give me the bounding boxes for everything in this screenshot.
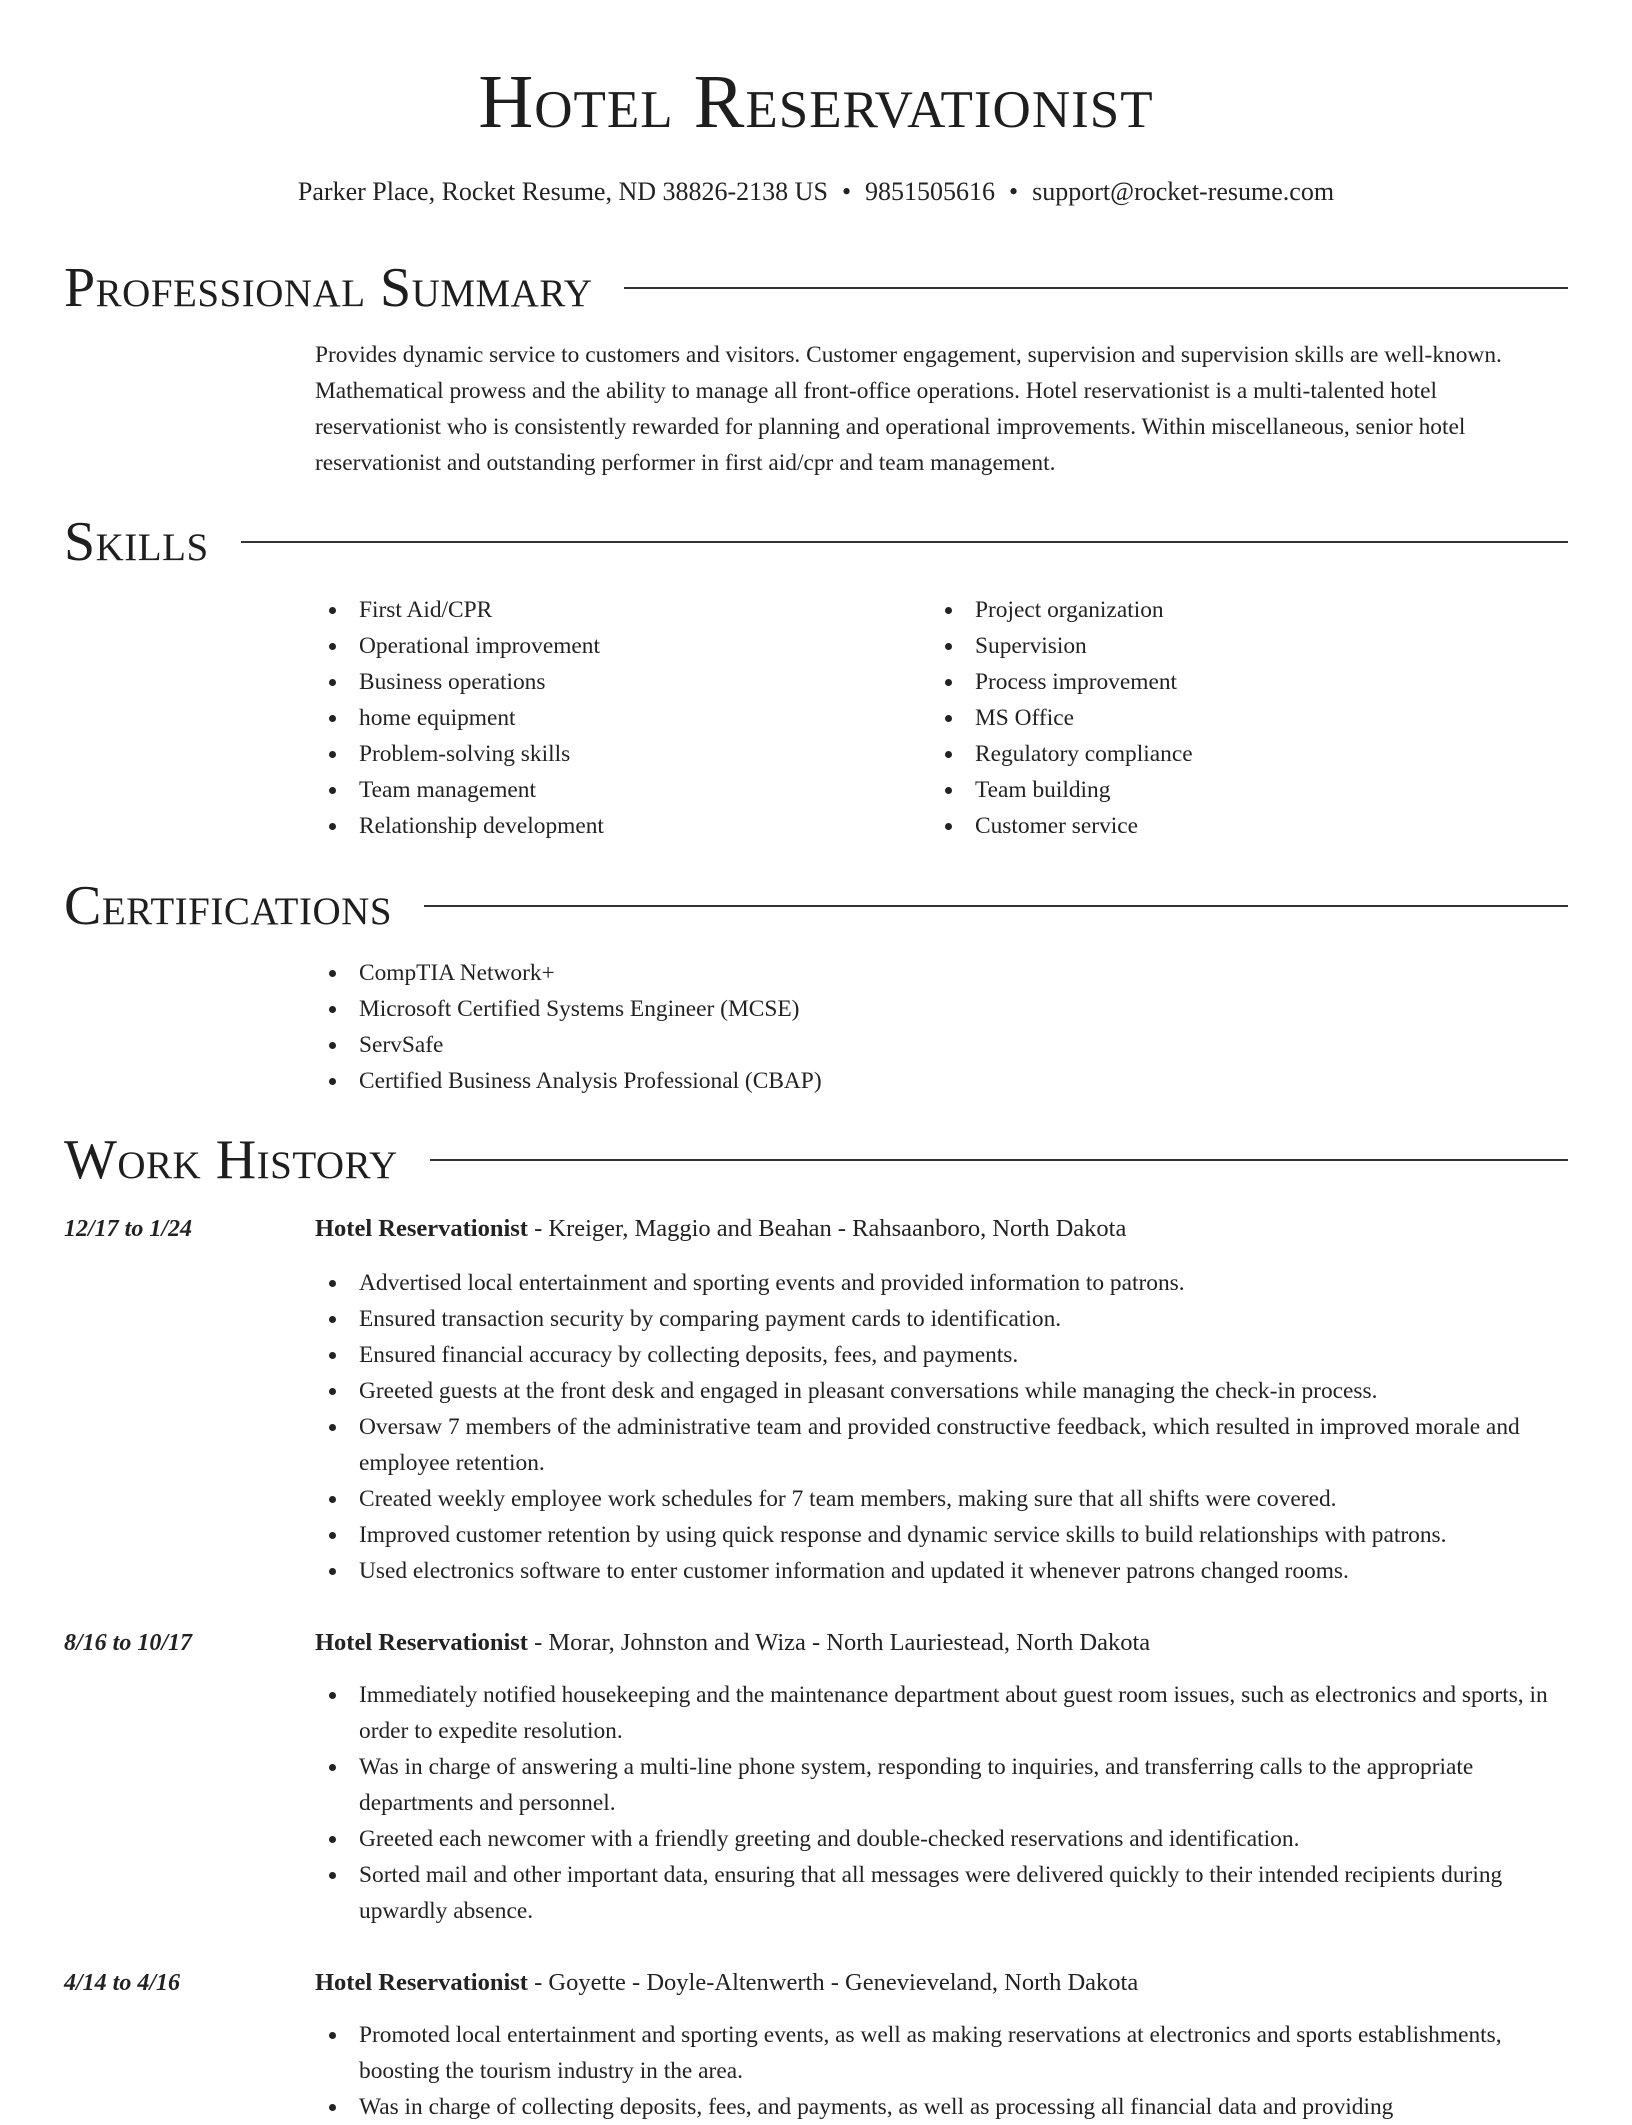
skill-item: First Aid/CPR xyxy=(315,592,915,628)
job-duty: Greeted each newcomer with a friendly greeting and double-checked reservations and identification. xyxy=(315,1821,1568,1857)
job-duty: Improved customer retention by using quick response and dynamic service skills to build relationships with patrons. xyxy=(315,1517,1568,1553)
certification-item: Microsoft Certified Systems Engineer (MCSE) xyxy=(315,991,1315,1027)
job-dates: 8/16 to 10/17 xyxy=(64,1630,193,1656)
job-title-line xyxy=(315,1965,1568,2001)
job-employer-location: - Kreiger, Maggio and Beahan - Rahsaanboro, North Dakota xyxy=(527,1215,1127,1242)
job-duty: Was in charge of answering a multi-line phone system, responding to inquiries, and transferring calls to the appropriate departments and personnel. xyxy=(315,1749,1568,1821)
skill-item: MS Office xyxy=(931,700,1531,736)
certification-item: Certified Business Analysis Professional (CBAP) xyxy=(315,1063,1315,1099)
job-employer-location: - Morar, Johnston and Wiza - North Lauriestead, North Dakota xyxy=(527,1629,1151,1656)
job-duties-list xyxy=(315,1265,1568,1589)
job-dates: 12/17 to 1/24 xyxy=(64,1216,193,1242)
certifications-section-header xyxy=(64,876,1568,936)
skills-heading: Skills xyxy=(64,511,209,573)
contact-address: Parker Place, Rocket Resume, ND 38826-2138 US xyxy=(297,177,828,206)
certification-item: CompTIA Network+ xyxy=(315,955,1315,991)
skill-item: Supervision xyxy=(931,628,1531,664)
work-history-heading: Work History xyxy=(64,1129,398,1191)
job-duty: Sorted mail and other important data, ensuring that all messages were delivered quickly to their intended recipients during upwardly absence. xyxy=(315,1857,1568,1929)
job-duty: Created weekly employee work schedules for 7 team members, making sure that all shifts were covered. xyxy=(315,1481,1568,1517)
section-divider xyxy=(241,541,1568,543)
job-duty: Immediately notified housekeeping and the maintenance department about guest room issues, such as electronics and sports, in order to expedite resolution. xyxy=(315,1677,1568,1749)
skills-section-header xyxy=(64,512,1568,572)
section-divider xyxy=(430,1159,1568,1161)
skills-list-right xyxy=(931,592,1531,844)
contact-line xyxy=(0,174,1632,210)
summary-section-header xyxy=(64,258,1568,318)
skill-item: home equipment xyxy=(315,700,915,736)
job-duty: Ensured transaction security by comparing payment cards to identification. xyxy=(315,1301,1568,1337)
work-history-section-header xyxy=(64,1130,1568,1190)
job-duty: Oversaw 7 members of the administrative team and provided constructive feedback, which resulted in improved morale and employee retention. xyxy=(315,1409,1568,1481)
summary-heading: Professional Summary xyxy=(64,257,593,319)
job-duty: Ensured financial accuracy by collecting deposits, fees, and payments. xyxy=(315,1337,1568,1373)
job-title-line xyxy=(315,1211,1568,1247)
certification-item: ServSafe xyxy=(315,1027,1315,1063)
summary-text: Provides dynamic service to customers and visitors. Customer engagement, supervision and supervision skills are well-known. Mathematical prowess and the ability to manage all front-office operations. Hotel reservationist is a multi-talented hotel reservationist who is consistently rewarded for planning and operational improvements. Within miscellaneous, senior hotel reservationist and outstanding performer in first aid/cpr and team management. xyxy=(315,342,1502,476)
job-title: Hotel Reservationist xyxy=(315,1215,528,1242)
job-duty: Used electronics software to enter customer information and updated it whenever patrons changed rooms. xyxy=(315,1553,1568,1589)
skill-item: Regulatory compliance xyxy=(931,736,1531,772)
skill-item: Relationship development xyxy=(315,808,915,844)
contact-email[interactable]: support@rocket-resume.com xyxy=(1032,177,1335,206)
job-title: Hotel Reservationist xyxy=(315,1969,528,1996)
job-title: Hotel Reservationist xyxy=(315,1629,528,1656)
job-dates: 4/14 to 4/16 xyxy=(64,1970,181,1996)
skill-item: Process improvement xyxy=(931,664,1531,700)
skill-item: Business operations xyxy=(315,664,915,700)
resume-title: Hotel Reservationist xyxy=(478,60,1154,144)
certifications-list xyxy=(315,955,1315,1099)
contact-separator: • xyxy=(841,177,852,206)
job-duty: Was in charge of collecting deposits, fees, and payments, as well as processing all financial data and providing xyxy=(315,2089,1568,2125)
section-divider xyxy=(624,287,1568,289)
section-divider xyxy=(424,905,1568,907)
job-duties-list xyxy=(315,1677,1568,1929)
job-duty: Greeted guests at the front desk and engaged in pleasant conversations while managing the check-in process. xyxy=(315,1373,1568,1409)
skill-item: Problem-solving skills xyxy=(315,736,915,772)
skill-item: Team building xyxy=(931,772,1531,808)
job-title-line xyxy=(315,1625,1568,1661)
skill-item: Customer service xyxy=(931,808,1531,844)
skill-item: Operational improvement xyxy=(315,628,915,664)
job-employer-location: - Goyette - Doyle-Altenwerth - Genevieveland, North Dakota xyxy=(527,1969,1139,1996)
job-duty: Advertised local entertainment and sporting events and provided information to patrons. xyxy=(315,1265,1568,1301)
skill-item: Team management xyxy=(315,772,915,808)
job-duties-list xyxy=(315,2017,1568,2125)
contact-phone: 9851505616 xyxy=(865,177,996,206)
skill-item: Project organization xyxy=(931,592,1531,628)
skills-list-left xyxy=(315,592,915,844)
certifications-heading: Certifications xyxy=(64,875,393,937)
job-duty: Promoted local entertainment and sporting events, as well as making reservations at electronics and sports establishments, boosting the tourism industry in the area. xyxy=(315,2017,1568,2089)
contact-separator: • xyxy=(1009,177,1019,206)
